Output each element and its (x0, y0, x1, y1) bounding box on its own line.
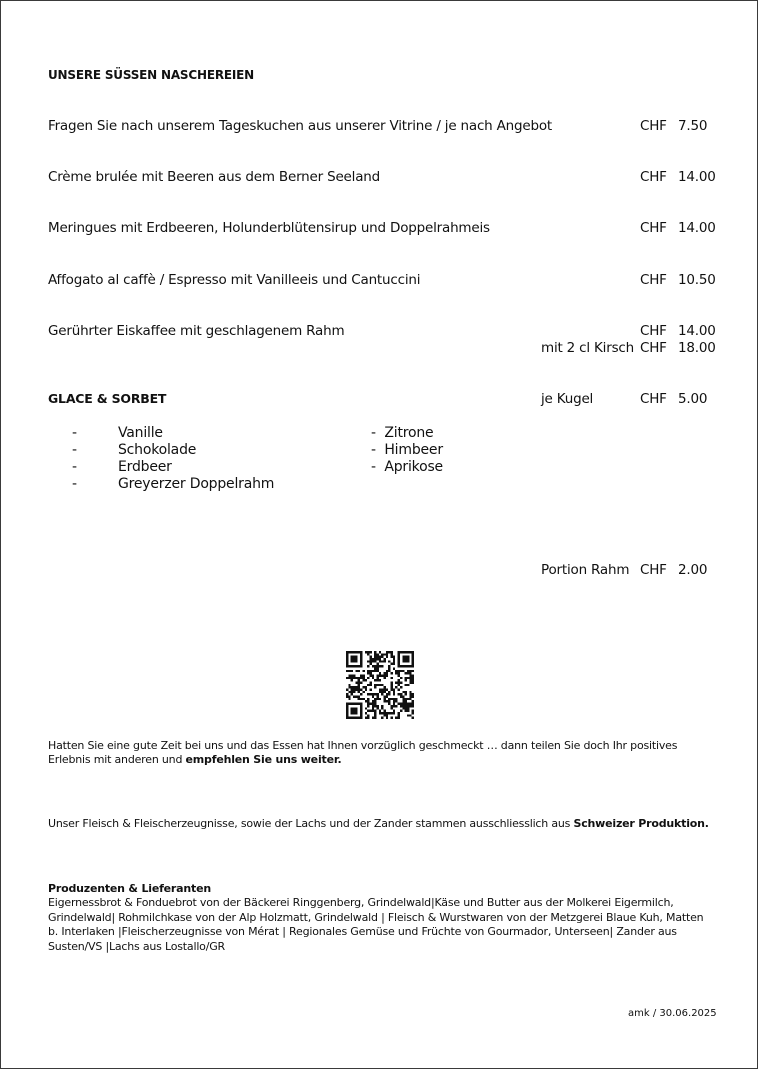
flavor-list-left (72, 425, 274, 493)
rahm-price (640, 562, 706, 578)
menu-item-name: Fragen Sie nach unserem Tageskuchen aus unserer Vitrine / je nach Angebot (48, 118, 552, 134)
price-amount: 14.00 (678, 220, 716, 236)
producers-title: Produzenten & Lieferanten (48, 882, 211, 895)
list-item: - Himbeer (371, 442, 443, 458)
price-amount: 18.00 (678, 340, 716, 356)
list-item: - Vanille (72, 425, 163, 441)
list-item: - Schokolade (72, 442, 197, 458)
price-amount: 7.50 (678, 118, 708, 134)
price-amount: 14.00 (678, 169, 716, 185)
menu-item-price (640, 323, 716, 339)
qr-code-icon[interactable] (346, 651, 414, 719)
glace-price (640, 391, 706, 407)
menu-item-price (640, 118, 706, 134)
price-currency: CHF (640, 562, 667, 578)
price-currency: CHF (640, 272, 667, 288)
list-item: - Aprikose (371, 459, 443, 475)
producers-text: Eigernessbrot & Fonduebrot von der Bäckerei Ringgenberg, Grindelwald|Käse und Butter aus der Molkerei Eigermilch, Grindelwald| Rohmilchkase von der Alp Holzmatt, Grindelwald | Fleisch & Wurstwaren von der Metzgerei Blaue Kuh, Matten b. Interlaken |Fleischerzeugnisse von Mérat | Regionales Gemüse und Früchte von Gourmador, Unterseen| Zander aus Susten/VS |Lachs aus Lostallo/GR (48, 896, 704, 953)
feedback-text: Hatten Sie eine gute Zeit bei uns und das Essen hat Ihnen vorzüglich geschmeckt … dann teilen Sie doch Ihr positives Erlebnis mit anderen und empfehlen Sie uns weiter. (48, 739, 678, 766)
price-amount: 2.00 (678, 562, 708, 578)
rahm-label: Portion Rahm (541, 562, 630, 578)
price-currency: CHF (640, 323, 667, 339)
menu-item-name: Crème brulée mit Beeren aus dem Berner Seeland (48, 169, 381, 185)
menu-item-name: Affogato al caffè / Espresso mit Vanilleeis und Cantuccini (48, 272, 421, 288)
glace-unit-label: je Kugel (541, 391, 594, 407)
price-amount: 10.50 (678, 272, 716, 288)
section-title-sweets: UNSERE SÜSSEN NASCHEREIEN (48, 68, 254, 82)
menu-item-price (640, 272, 716, 288)
price-amount: 14.00 (678, 323, 716, 339)
feedback-bold: empfehlen Sie uns weiter. (185, 753, 342, 766)
kirsch-option-label: mit 2 cl Kirsch (541, 340, 634, 356)
price-amount: 5.00 (678, 391, 708, 407)
origin-text: Unser Fleisch & Fleischerzeugnisse, sowie der Lachs und der Zander stammen ausschliesslich aus Schweizer Produktion. (48, 817, 709, 830)
list-item: - Erdbeer (72, 459, 172, 475)
footer-note: amk / 30.06.2025 (628, 1008, 717, 1019)
price-currency: CHF (640, 220, 667, 236)
price-currency: CHF (640, 118, 667, 134)
menu-item-name: Meringues mit Erdbeeren, Holunderblütensirup und Doppelrahmeis (48, 220, 490, 236)
menu-item-price (640, 220, 716, 236)
price-currency: CHF (640, 169, 667, 185)
flavor-list-right (371, 425, 443, 476)
section-title-glace: GLACE & SORBET (48, 391, 167, 406)
price-currency: CHF (640, 340, 667, 356)
menu-item-name: Gerührter Eiskaffee mit geschlagenem Rahm (48, 323, 345, 339)
list-item: - Greyerzer Doppelrahm (72, 476, 275, 492)
price-currency: CHF (640, 391, 667, 407)
list-item: - Zitrone (371, 425, 434, 441)
origin-bold: Schweizer Produktion. (573, 817, 709, 830)
kirsch-option-price (640, 340, 716, 356)
menu-item-price (640, 169, 716, 185)
